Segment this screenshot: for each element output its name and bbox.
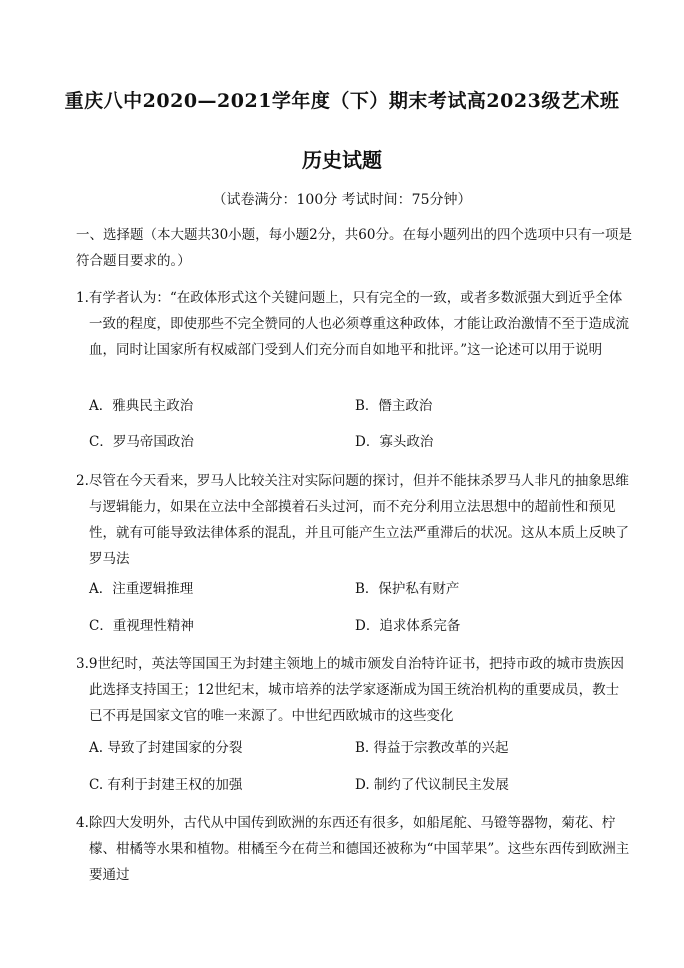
question-1-stem: 1.有学者认为：“在政体形式这个关键问题上，只有完全的一致，或者多数派强大到近乎全体一致的程度，即使那些不完全赞同的人也必须尊重这种政体，才能让政治激情不至于造成流血，同时让国家所有权威部门受到人们充分而自如地平和批评。”这一论述可以用于说明 <box>76 290 629 358</box>
question-2-option-b: B．保护私有财产 <box>355 581 460 597</box>
section-heading: 一、选择题（本大题共30小题，每小题2分，共60分。在每小题列出的四个选项中只有一项是符合题目要求的。） <box>76 227 632 269</box>
exam-meta: （试卷满分：100分 考试时间：75分钟） <box>212 192 472 208</box>
question-1-option-c: C．罗马帝国政治 <box>89 434 194 450</box>
question-3-stem: 3.9世纪时，英法等国国王为封建主领地上的城市颁发自治特许证书，把持市政的城市贵族因此选择支持国王；12世纪末，城市培养的法学家逐渐成为国王统治机构的重要成员，教士已不再是国家文官的唯一来源了。中世纪西欧城市的这些变化 <box>76 656 624 724</box>
question-2-option-a: A．注重逻辑推理 <box>89 581 194 597</box>
question-2-stem: 2.尽管在今天看来，罗马人比较关注对实际问题的探讨，但并不能抹杀罗马人非凡的抽象思维与逻辑能力，如果在立法中全部摸着石头过河，而不充分利用立法思想中的超前性和预见性，就有可能导致法律体系的混乱，并且可能产生立法严重滞后的状况。这从本质上反映了罗马法 <box>76 473 629 567</box>
question-1-option-a: A．雅典民主政治 <box>89 398 194 414</box>
question-2-option-d: D．追求体系完备 <box>355 618 461 634</box>
exam-title: 重庆八中2020—2021学年度（下）期末考试高2023级艺术班 <box>64 90 620 112</box>
question-3-option-a: A. 导致了封建国家的分裂 <box>89 740 243 756</box>
question-3-option-d: D. 制约了代议制民主发展 <box>355 777 509 793</box>
question-3-option-c: C. 有利于封建王权的加强 <box>89 777 243 793</box>
question-4-stem: 4.除四大发明外，古代从中国传到欧洲的东西还有很多，如船尾舵、马镫等器物，菊花、柠檬、柑橘等水果和植物。柑橘至今在荷兰和德国还被称为“中国苹果”。这些东西传到欧洲主要通过 <box>76 815 630 883</box>
subject-title: 历史试题 <box>302 148 382 172</box>
question-1-option-b: B．僭主政治 <box>355 398 433 414</box>
question-2-option-c: C．重视理性精神 <box>89 618 194 634</box>
question-1-option-d: D．寡头政治 <box>355 434 434 450</box>
question-3-option-b: B. 得益于宗教改革的兴起 <box>355 740 509 756</box>
